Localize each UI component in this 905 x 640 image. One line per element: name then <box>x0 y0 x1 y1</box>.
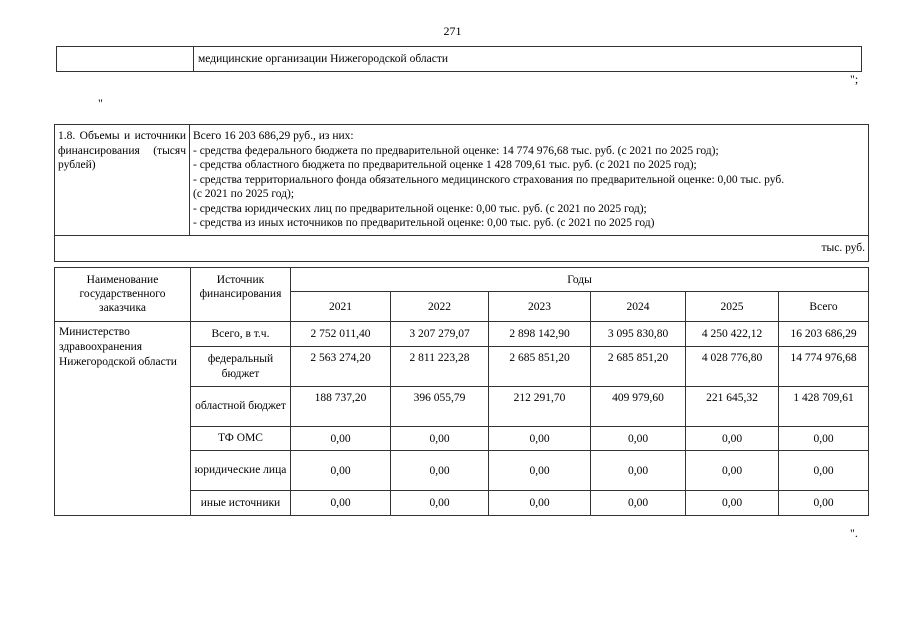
year-header: 2025 <box>686 292 779 322</box>
value-cell: 2 685 851,20 <box>489 347 591 387</box>
financing-label: 1.8. Объемы и источники финансирования (тысяч рублей) <box>55 125 190 236</box>
value-cell: 0,00 <box>489 491 591 516</box>
value-cell: 2 898 142,90 <box>489 322 591 347</box>
value-cell: 4 250 422,12 <box>686 322 779 347</box>
year-header: 2021 <box>291 292 391 322</box>
source-cell: ТФ ОМС <box>191 427 291 451</box>
table-row <box>55 125 869 236</box>
value-cell: 2 752 011,40 <box>291 322 391 347</box>
value-cell: 0,00 <box>489 451 591 491</box>
value-cell: 1 428 709,61 <box>779 387 869 427</box>
value-cell: 396 055,79 <box>391 387 489 427</box>
customer-name: Министерство здравоохранения Нижегородской области <box>55 322 191 516</box>
value-cell: 3 095 830,80 <box>591 322 686 347</box>
top-cell-right: медицинские организации Нижегородской области <box>194 47 862 72</box>
header-customer: Наименование государственного заказчика <box>55 268 191 322</box>
units-label: тыс. руб. <box>55 235 869 261</box>
closing-quote: ". <box>850 526 858 540</box>
financing-table <box>54 267 869 516</box>
financing-line: - средства областного бюджета по предварительной оценке 1 428 709,61 тыс. руб. (с 2021 по 2025 год); <box>193 159 697 171</box>
value-cell: 16 203 686,29 <box>779 322 869 347</box>
value-cell: 221 645,32 <box>686 387 779 427</box>
opening-quote: " <box>98 96 103 110</box>
year-header: 2024 <box>591 292 686 322</box>
source-cell: областной бюджет <box>191 387 291 427</box>
source-cell: Всего, в т.ч. <box>191 322 291 347</box>
value-cell: 0,00 <box>779 491 869 516</box>
value-cell: 0,00 <box>591 427 686 451</box>
value-cell: 0,00 <box>686 427 779 451</box>
value-cell: 0,00 <box>686 451 779 491</box>
table-row <box>57 47 862 72</box>
financing-line: - средства территориального фонда обязательного медицинского страхования по предварительной оценке: 0,00 тыс. руб. <box>193 173 785 186</box>
value-cell: 409 979,60 <box>591 387 686 427</box>
header-years: Годы <box>291 268 869 292</box>
value-cell: 188 737,20 <box>291 387 391 427</box>
value-cell: 0,00 <box>779 451 869 491</box>
value-cell: 0,00 <box>391 491 489 516</box>
value-cell: 0,00 <box>779 427 869 451</box>
value-cell: 0,00 <box>291 427 391 451</box>
value-cell: 14 774 976,68 <box>779 347 869 387</box>
year-header: Всего <box>779 292 869 322</box>
source-cell: иные источники <box>191 491 291 516</box>
financing-line: Всего 16 203 686,29 руб., из них: <box>193 130 354 142</box>
header-source: Источник финансирования <box>191 268 291 322</box>
top-cell-left <box>57 47 194 72</box>
financing-description <box>190 125 869 236</box>
value-cell: 0,00 <box>291 491 391 516</box>
financing-line: (с 2021 по 2025 год); <box>193 188 295 200</box>
financing-line: - средства юридических лиц по предварительной оценке: 0,00 тыс. руб. (с 2021 по 2025 год); <box>193 202 647 215</box>
value-cell: 212 291,70 <box>489 387 591 427</box>
closing-quote: "; <box>850 72 859 86</box>
value-cell: 3 207 279,07 <box>391 322 489 347</box>
continuation-table <box>56 46 862 72</box>
value-cell: 4 028 776,80 <box>686 347 779 387</box>
value-cell: 2 811 223,28 <box>391 347 489 387</box>
year-header: 2022 <box>391 292 489 322</box>
value-cell: 2 563 274,20 <box>291 347 391 387</box>
source-cell: федеральный бюджет <box>191 347 291 387</box>
source-cell: юридические лица <box>191 451 291 491</box>
financing-line: - средства федерального бюджета по предварительной оценке: 14 774 976,68 тыс. руб. (с 2021 по 2025 год); <box>193 144 719 157</box>
value-cell: 0,00 <box>591 451 686 491</box>
page-number: 271 <box>443 24 462 38</box>
value-cell: 0,00 <box>489 427 591 451</box>
value-cell: 2 685 851,20 <box>591 347 686 387</box>
table-row <box>55 235 869 261</box>
year-header: 2023 <box>489 292 591 322</box>
financing-summary-table <box>54 124 869 262</box>
value-cell: 0,00 <box>391 451 489 491</box>
value-cell: 0,00 <box>291 451 391 491</box>
financing-line: - средства из иных источников по предварительной оценке: 0,00 тыс. руб. (с 2021 по 2025 год) <box>193 217 655 229</box>
value-cell: 0,00 <box>391 427 489 451</box>
value-cell: 0,00 <box>591 491 686 516</box>
value-cell: 0,00 <box>686 491 779 516</box>
table-row <box>55 322 869 347</box>
table-header-row <box>55 268 869 292</box>
